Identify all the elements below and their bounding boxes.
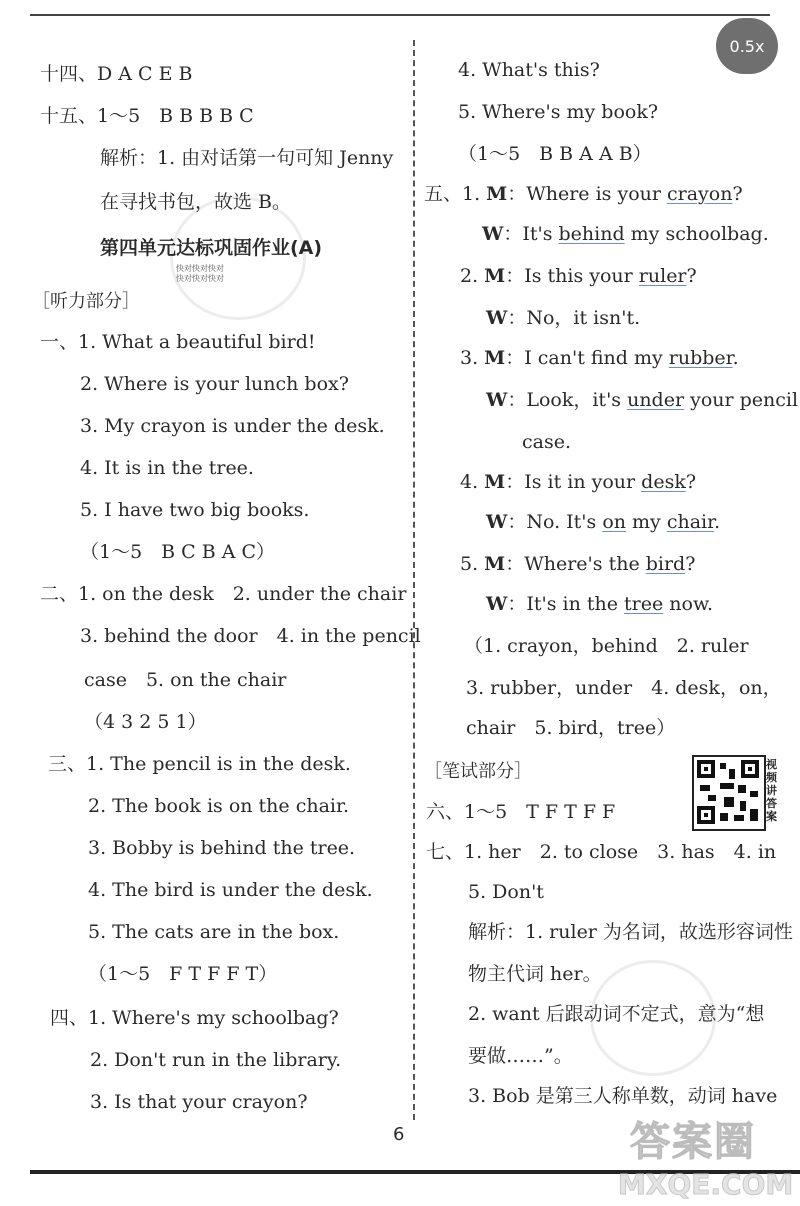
dialogue-line bbox=[482, 222, 769, 246]
dialogue-line bbox=[460, 470, 696, 494]
filled-blank: desk bbox=[641, 471, 686, 493]
page-number: 6 bbox=[393, 1124, 405, 1145]
playback-speed-badge[interactable]: 0.5x bbox=[716, 18, 778, 74]
qr-module bbox=[708, 795, 716, 801]
answer-line: 5. I have two big books. bbox=[80, 499, 310, 521]
qr-caption-char: 案 bbox=[766, 810, 777, 823]
filled-blank: behind bbox=[558, 223, 625, 245]
dialogue-text: . bbox=[732, 347, 739, 369]
dialogue-text: ：Where is your bbox=[507, 183, 667, 205]
answer-line: 2. Where is your lunch box? bbox=[80, 373, 349, 395]
answer-key: 六、1～5 T F T F F bbox=[426, 801, 616, 823]
answer-line: 3. My crayon is under the desk. bbox=[80, 415, 385, 437]
answer-line: 5. The cats are in the box. bbox=[88, 921, 340, 943]
watermark-text: 快对快对快对 bbox=[176, 264, 224, 273]
filled-blank: tree bbox=[624, 593, 664, 615]
answer-line: 3. Is that your crayon? bbox=[90, 1091, 308, 1113]
answer-line: 四、1. Where's my schoolbag? bbox=[50, 1007, 339, 1029]
dialogue-line bbox=[424, 182, 743, 206]
dialogue-line bbox=[460, 264, 697, 288]
answer-line: 三、1. The pencil is in the desk. bbox=[48, 753, 351, 775]
answer-key: （1～5 F T F F T） bbox=[88, 963, 278, 985]
filled-blank: rubber bbox=[668, 347, 733, 369]
qr-module bbox=[729, 769, 735, 779]
dialogue-line bbox=[486, 592, 713, 616]
speaker: M bbox=[484, 265, 506, 287]
explanation-line: 解析：1. ruler 为名词，故选形容词性 bbox=[468, 921, 793, 943]
dialogue-text: ：It's bbox=[503, 223, 559, 245]
filled-blank: under bbox=[627, 389, 685, 411]
answer-line: 5. Don't bbox=[468, 881, 544, 903]
answer-key: （1～5 B B A A B） bbox=[458, 143, 652, 165]
watermark-text: 快对快对快对 bbox=[176, 274, 224, 283]
answer-line: 二、1. on the desk 2. under the chair bbox=[40, 583, 407, 605]
qr-module bbox=[738, 785, 746, 793]
speaker: M bbox=[484, 471, 506, 493]
item-number: 5. bbox=[460, 553, 485, 575]
qr-module bbox=[720, 813, 728, 821]
answer-line: 2. Don't run in the library. bbox=[90, 1049, 342, 1071]
dialogue-text: ：I can't find my bbox=[505, 347, 669, 369]
answer-line: 七、1. her 2. to close 3. has 4. in bbox=[426, 841, 777, 863]
explanation-line: 3. Bob 是第三人称单数，动词 have bbox=[468, 1085, 778, 1107]
qr-module bbox=[750, 791, 758, 797]
speaker: W bbox=[486, 511, 508, 533]
dialogue-text: ? bbox=[686, 265, 697, 287]
qr-module bbox=[724, 797, 734, 807]
dialogue-text: my schoolbag. bbox=[624, 223, 769, 245]
item-number: 4. bbox=[460, 471, 485, 493]
qr-module bbox=[700, 785, 710, 791]
answer-line: 一、1. What a beautiful bird! bbox=[40, 331, 316, 353]
answer-line: 4. The bird is under the desk. bbox=[88, 879, 373, 901]
qr-module bbox=[720, 783, 734, 789]
speaker: W bbox=[486, 389, 508, 411]
item-number: 五、1. bbox=[424, 183, 487, 205]
filled-blank: chair bbox=[666, 511, 715, 533]
answer-line: 十四、D A C E B bbox=[40, 63, 193, 85]
dialogue-text: ：No. It's bbox=[507, 511, 603, 533]
explanation-line: 2. want 后跟动词不定式，意为“想 bbox=[468, 1003, 765, 1025]
filled-blank: ruler bbox=[638, 265, 687, 287]
answer-line: 3. behind the door 4. in the pencil bbox=[80, 625, 421, 647]
answer-key: （4 3 2 5 1） bbox=[84, 711, 207, 733]
qr-caption-char: 答 bbox=[766, 797, 777, 810]
speaker: M bbox=[484, 347, 506, 369]
watermark-url: MXQE.COM bbox=[618, 1168, 794, 1201]
speaker: W bbox=[482, 223, 504, 245]
answer-line: 十五、1～5 B B B B C bbox=[40, 105, 254, 127]
filled-blank: on bbox=[602, 511, 626, 533]
speaker: M bbox=[484, 553, 506, 575]
answer-line: case 5. on the chair bbox=[84, 669, 287, 691]
qr-caption-char: 讲 bbox=[766, 784, 777, 797]
speaker: W bbox=[486, 593, 508, 615]
dialogue-line: case. bbox=[522, 431, 572, 453]
listening-section-label: ［听力部分］ bbox=[32, 291, 140, 312]
dialogue-line bbox=[486, 388, 798, 412]
dialogue-text: ? bbox=[685, 553, 696, 575]
dialogue-line bbox=[486, 510, 720, 534]
column-divider bbox=[413, 40, 415, 1120]
qr-caption-char: 视 bbox=[766, 758, 777, 771]
dialogue-text: ：Is it in your bbox=[505, 471, 642, 493]
answer-line: 3. Bobby is behind the tree. bbox=[88, 837, 356, 859]
dialogue-line bbox=[486, 306, 640, 330]
dialogue-text: ：It's in the bbox=[507, 593, 625, 615]
speaker: M bbox=[486, 183, 508, 205]
answer-key: （1～5 B C B A C） bbox=[80, 541, 276, 563]
item-number: 3. bbox=[460, 347, 485, 369]
unit-title: 第四单元达标巩固作业(A) bbox=[100, 237, 323, 259]
qr-caption-char: 频 bbox=[766, 771, 777, 784]
written-section-label: ［笔试部分］ bbox=[424, 761, 532, 782]
dialogue-text: . bbox=[714, 511, 721, 533]
answer-line: 2. The book is on the chair. bbox=[88, 795, 350, 817]
qr-caption bbox=[766, 758, 782, 823]
dialogue-text: your pencil bbox=[684, 389, 799, 411]
dialogue-text: ? bbox=[685, 471, 697, 493]
answer-key: chair 5. bird，tree） bbox=[466, 717, 676, 739]
dialogue-line bbox=[460, 552, 695, 576]
qr-finder bbox=[697, 760, 715, 778]
qr-module bbox=[740, 801, 746, 811]
speaker: W bbox=[486, 307, 508, 329]
answer-key: （1. crayon，behind 2. ruler bbox=[464, 635, 749, 657]
filled-blank: crayon bbox=[667, 183, 733, 205]
qr-finder bbox=[697, 806, 715, 824]
dialogue-text: ? bbox=[732, 183, 743, 205]
filled-blank: bird bbox=[645, 553, 686, 575]
dialogue-line bbox=[460, 346, 739, 370]
dialogue-text: ：Look，it's bbox=[507, 389, 628, 411]
item-number: 2. bbox=[460, 265, 485, 287]
explanation-line: 解析：1. 由对话第一句可知 Jenny bbox=[100, 147, 394, 169]
answer-line: 5. Where's my book? bbox=[458, 101, 659, 123]
explanation-line: 在寻找书包，故选 B。 bbox=[100, 191, 292, 213]
qr-code-icon[interactable] bbox=[692, 755, 766, 831]
dialogue-text: my bbox=[626, 511, 667, 533]
qr-module bbox=[734, 815, 744, 821]
answer-key: 3. rubber，under 4. desk，on， bbox=[466, 677, 782, 699]
dialogue-text: ：No，it isn't. bbox=[507, 307, 641, 329]
explanation-line: 要做……”。 bbox=[468, 1045, 573, 1067]
qr-finder bbox=[741, 760, 759, 778]
site-watermark bbox=[610, 1108, 800, 1206]
qr-module bbox=[750, 809, 758, 821]
watermark-logo: 答案圈 bbox=[630, 1119, 756, 1165]
dialogue-text: ：Is this your bbox=[505, 265, 639, 287]
explanation-line: 物主代词 her。 bbox=[468, 963, 602, 985]
answer-line: 4. What's this? bbox=[458, 59, 600, 81]
answer-line: 4. It is in the tree. bbox=[80, 457, 254, 479]
dialogue-text: ：Where's the bbox=[505, 553, 646, 575]
dialogue-text: now. bbox=[663, 593, 713, 615]
top-rule bbox=[30, 14, 770, 16]
qr-module bbox=[720, 763, 726, 769]
